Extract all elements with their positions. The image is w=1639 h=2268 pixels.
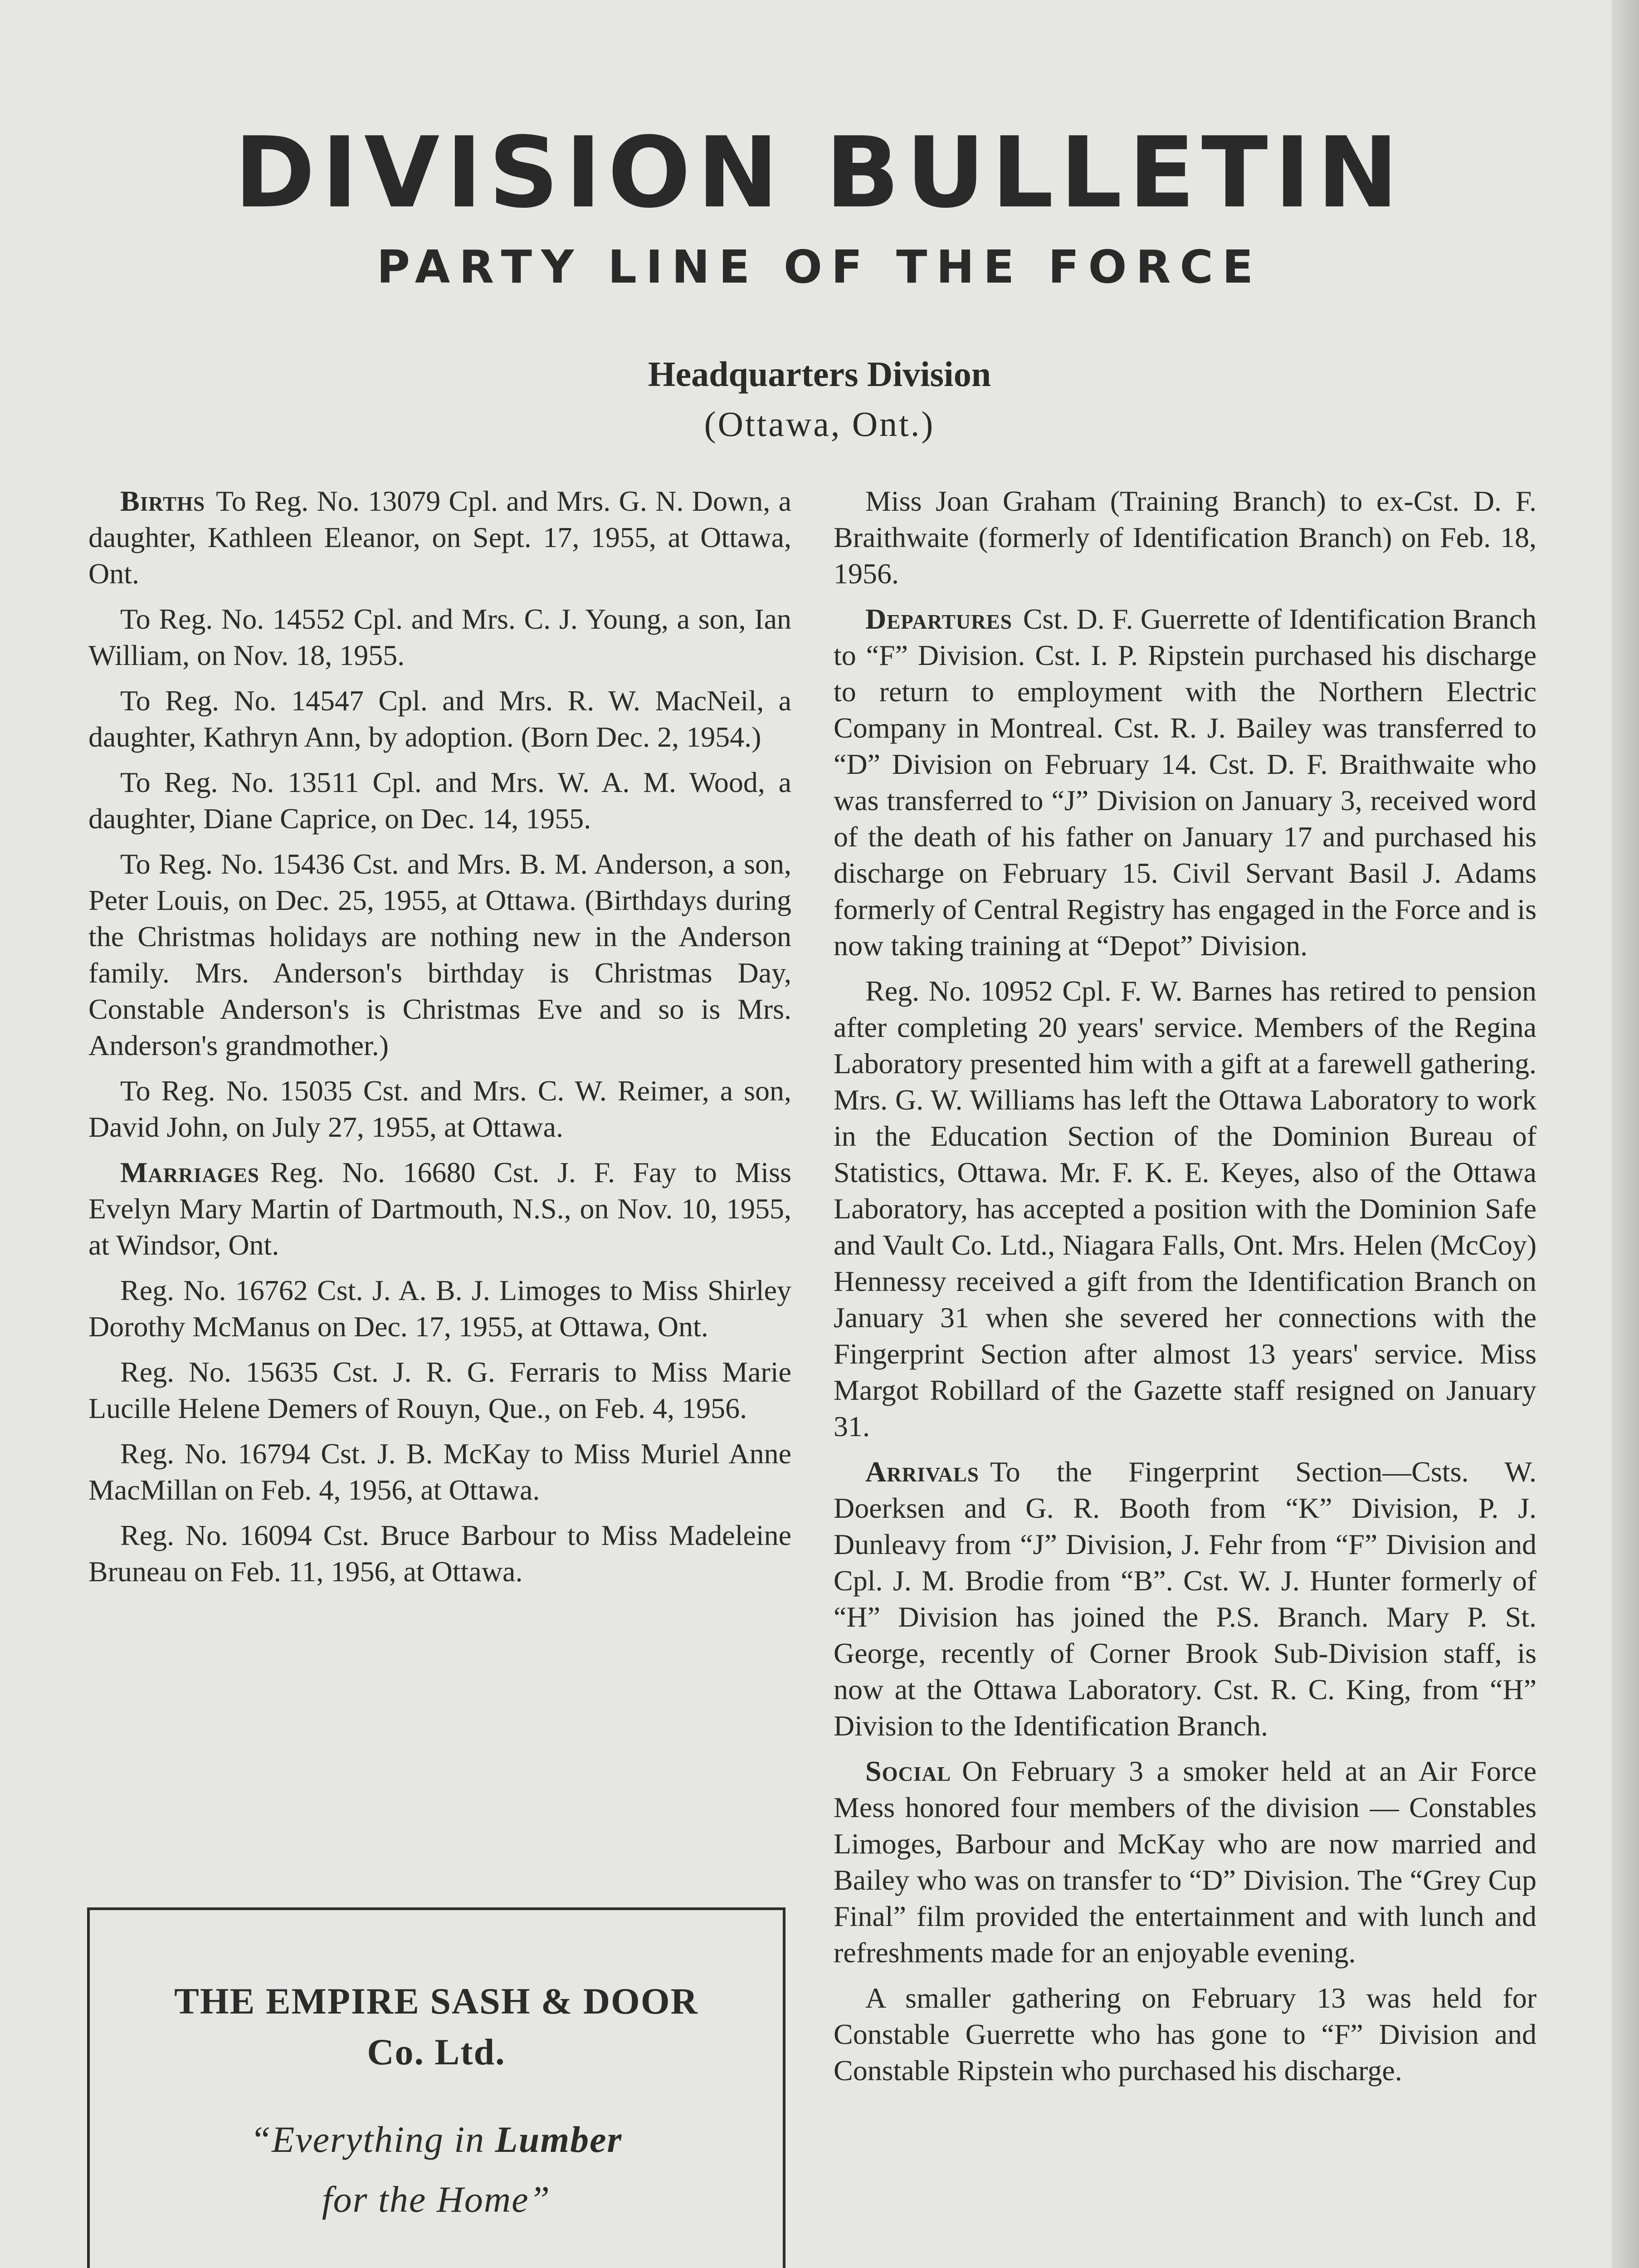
paragraph	[88, 1272, 791, 1345]
paragraph-heading: Social	[865, 1755, 951, 1787]
paragraph	[88, 683, 791, 755]
paragraph	[834, 1454, 1537, 1744]
section-location: (Ottawa, Ont.)	[704, 404, 935, 444]
ad-company-name	[90, 1976, 783, 2077]
paragraph-text: To Reg. No. 13079 Cpl. and Mrs. G. N. Down, a daughter, Kathleen Eleanor, on Sept. 17, 1955, at Ottawa, Ont.	[88, 485, 791, 590]
paragraph-text: Reg. No. 10952 Cpl. F. W. Barnes has retired to pension after completing 20 years' service. Members of the Regina Laboratory presented him with a gift at a farewell gathering. Mrs. G. W. Williams has left the Ottawa Laboratory to work in the Education Section of the Dominion Bureau of Statistics, Ottawa. Mr. F. K. E. Keyes, also of the Ottawa Laboratory, has accepted a position with the Dominion Safe and Vault Co. Ltd., Niagara Falls, Ont. Mrs. Helen (McCoy) Hennessy received a gift from the Identification Branch on January 31 when she severed her connections with the Fingerprint Section after almost 13 years' service. Miss Margot Robillard of the Gazette staff resigned on January 31.	[834, 975, 1537, 1442]
ad-slogan-bold: Lumber	[495, 2119, 623, 2160]
paragraph-text: Reg. No. 15635 Cst. J. R. G. Ferraris to Miss Marie Lucille Helene Demers of Rouyn, Que., on Feb. 4, 1956.	[88, 1356, 791, 1424]
paragraph-text: Reg. No. 16680 Cst. J. F. Fay to Miss Evelyn Mary Martin of Dartmouth, N.S., on Nov. 10, 1955, at Windsor, Ont.	[88, 1156, 791, 1261]
ad-company-line: Co. Ltd.	[367, 2031, 506, 2072]
ad-company-line: THE EMPIRE SASH & DOOR	[174, 1980, 698, 2022]
advertisement-box	[87, 1907, 785, 2268]
paragraph	[88, 601, 791, 674]
paragraph-text: To Reg. No. 13511 Cpl. and Mrs. W. A. M. Wood, a daughter, Diane Caprice, on Dec. 14, 1955.	[88, 766, 791, 835]
ad-slogan-text: “Everything in	[250, 2119, 495, 2160]
paragraph	[88, 1154, 791, 1263]
paragraph-text: To Reg. No. 14547 Cpl. and Mrs. R. W. MacNeil, a daughter, Kathryn Ann, by adoption. (Born Dec. 2, 1954.)	[88, 684, 791, 753]
ad-slogan-line: for the Home”	[322, 2179, 551, 2220]
paragraph-heading: Births	[120, 485, 205, 517]
page-title: DIVISION BULLETIN	[234, 116, 1405, 230]
paragraph-heading: Arrivals	[865, 1456, 979, 1488]
left-column	[88, 483, 791, 1599]
ad-slogan	[90, 2110, 783, 2229]
paragraph-text: On February 3 a smoker held at an Air Force Mess honored four members of the division — Constables Limoges, Barbour and McKay who are now married and Bailey who was on transfer to “D” Division. The “Grey Cup Final” film provided the entertainment and with lunch and refreshments made for an enjoyable evening.	[834, 1755, 1537, 1969]
paragraph-text: To Reg. No. 15035 Cst. and Mrs. C. W. Reimer, a son, David John, on July 27, 1955, at Ottawa.	[88, 1075, 791, 1143]
paragraph	[88, 764, 791, 837]
paragraph-text: To the Fingerprint Section—Csts. W. Doerksen and G. R. Booth from “K” Division, P. J. Dunleavy from “J” Division, J. Fehr from “F” Division and Cpl. J. M. Brodie from “B”. Cst. W. J. Hunter formerly of “H” Division has joined the P.S. Branch. Mary P. St. George, recently of Corner Brook Sub-Division staff, is now at the Ottawa Laboratory. Cst. R. C. King, from “H” Division to the Identification Branch.	[834, 1456, 1537, 1742]
paragraph	[88, 1354, 791, 1427]
paragraph	[834, 1753, 1537, 1971]
paragraph	[88, 1073, 791, 1145]
paragraph-heading: Departures	[865, 603, 1012, 635]
paragraph-text: To Reg. No. 14552 Cpl. and Mrs. C. J. Young, a son, Ian William, on Nov. 18, 1955.	[88, 603, 791, 671]
paragraph-heading: Marriages	[120, 1156, 259, 1188]
page-edge-shadow	[1612, 0, 1639, 2268]
paragraph	[834, 483, 1537, 592]
paragraph-text: Reg. No. 16094 Cst. Bruce Barbour to Miss Madeleine Bruneau on Feb. 11, 1956, at Ottawa.	[88, 1519, 791, 1588]
paragraph-text: Cst. D. F. Guerrette of Identification Branch to “F” Division. Cst. I. P. Ripstein purchased his discharge to return to employment with the Northern Electric Company in Montreal. Cst. R. J. Bailey was transferred to “D” Division on February 14. Cst. D. F. Braithwaite who was transferred to “J” Division on January 3, received word of the death of his father on January 17 and purchased his discharge on February 15. Civil Servant Basil J. Adams formerly of Central Registry has engaged in the Force and is now taking training at “Depot” Division.	[834, 603, 1537, 962]
paragraph	[834, 973, 1537, 1445]
paragraph-text: Reg. No. 16794 Cst. J. B. McKay to Miss Muriel Anne MacMillan on Feb. 4, 1956, at Ottawa.	[88, 1437, 791, 1506]
page-subtitle: PARTY LINE OF THE FORCE	[376, 240, 1263, 293]
right-column	[834, 483, 1537, 2098]
paragraph	[88, 846, 791, 1064]
paragraph-text: Reg. No. 16762 Cst. J. A. B. J. Limoges to Miss Shirley Dorothy McManus on Dec. 17, 1955, at Ottawa, Ont.	[88, 1274, 791, 1343]
paragraph	[88, 1517, 791, 1590]
paragraph-text: Miss Joan Graham (Training Branch) to ex-Cst. D. F. Braithwaite (formerly of Identification Branch) on Feb. 18, 1956.	[834, 485, 1537, 590]
section-heading: Headquarters Division	[648, 354, 991, 394]
paragraph	[88, 483, 791, 592]
paragraph	[834, 1980, 1537, 2089]
paragraph-text: A smaller gathering on February 13 was held for Constable Guerrette who has gone to “F” Division and Constable Ripstein who purchased his discharge.	[834, 1982, 1537, 2087]
ad-slogan-line	[90, 2110, 783, 2170]
paragraph	[834, 601, 1537, 964]
paragraph-text: To Reg. No. 15436 Cst. and Mrs. B. M. Anderson, a son, Peter Louis, on Dec. 25, 1955, at Ottawa. (Birthdays during the Christmas holidays are nothing new in the Anderson family. Mrs. Anderson's birthday is Christmas Day, Constable Anderson's is Christmas Eve and so is Mrs. Anderson's grandmother.)	[88, 848, 791, 1061]
paragraph	[88, 1436, 791, 1508]
